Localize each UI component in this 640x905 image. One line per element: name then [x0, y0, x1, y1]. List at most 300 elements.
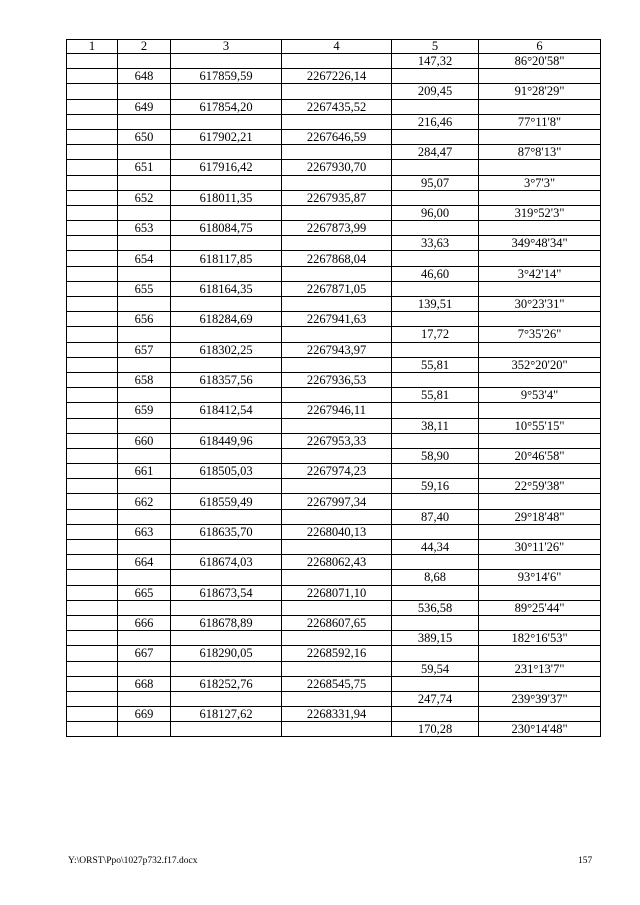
cell-empty: [118, 479, 171, 494]
cell-empty: [171, 722, 282, 737]
point-y: 2267946,11: [282, 403, 392, 418]
cell-empty: [171, 570, 282, 585]
table-row: [67, 114, 601, 129]
cell-empty: [282, 266, 392, 281]
point-number: 666: [118, 615, 171, 630]
cell-empty: [392, 190, 479, 205]
col-header-2: 2: [118, 40, 171, 54]
cell-empty: [392, 707, 479, 722]
cell-empty: [118, 145, 171, 160]
cell-empty: [67, 600, 118, 615]
cell-empty: [282, 84, 392, 99]
cell-empty: [392, 615, 479, 630]
point-y: 2268331,94: [282, 707, 392, 722]
cell-empty: [67, 69, 118, 84]
point-x: 618117,85: [171, 251, 282, 266]
point-x: 618678,89: [171, 615, 282, 630]
cell-empty: [171, 114, 282, 129]
table-row: [67, 540, 601, 555]
cell-empty: [118, 540, 171, 555]
segment-length: 95,07: [392, 175, 479, 190]
cell-empty: [67, 145, 118, 160]
point-x: 618084,75: [171, 221, 282, 236]
point-number: 648: [118, 69, 171, 84]
cell-empty: [67, 585, 118, 600]
cell-empty: [118, 236, 171, 251]
point-number: 655: [118, 281, 171, 296]
point-y: 2268040,13: [282, 524, 392, 539]
cell-empty: [392, 342, 479, 357]
cell-empty: [392, 433, 479, 448]
col-header-3: 3: [171, 40, 282, 54]
segment-angle: 3°42'14": [479, 266, 601, 281]
cell-empty: [171, 661, 282, 676]
cell-empty: [67, 160, 118, 175]
point-y: 2267953,33: [282, 433, 392, 448]
cell-empty: [171, 205, 282, 220]
point-x: 618164,35: [171, 281, 282, 296]
table-row: [67, 251, 601, 266]
cell-empty: [392, 494, 479, 509]
cell-empty: [118, 722, 171, 737]
point-number: 649: [118, 99, 171, 114]
table-row: [67, 69, 601, 84]
table-row: [67, 555, 601, 570]
cell-empty: [282, 175, 392, 190]
cell-empty: [67, 251, 118, 266]
cell-empty: [282, 509, 392, 524]
segment-length: 389,15: [392, 631, 479, 646]
cell-empty: [392, 221, 479, 236]
table-row: [67, 205, 601, 220]
point-x: 617854,20: [171, 99, 282, 114]
point-number: 662: [118, 494, 171, 509]
segment-angle: 93°14'6": [479, 570, 601, 585]
point-number: 669: [118, 707, 171, 722]
cell-empty: [118, 205, 171, 220]
cell-empty: [67, 342, 118, 357]
cell-empty: [392, 555, 479, 570]
cell-empty: [118, 448, 171, 463]
table-row: [67, 266, 601, 281]
table-row: [67, 145, 601, 160]
point-x: 618412,54: [171, 403, 282, 418]
cell-empty: [479, 707, 601, 722]
table-row: [67, 342, 601, 357]
cell-empty: [171, 297, 282, 312]
cell-empty: [282, 570, 392, 585]
cell-empty: [282, 54, 392, 69]
table-row: [67, 160, 601, 175]
point-x: 618559,49: [171, 494, 282, 509]
point-x: 618505,03: [171, 464, 282, 479]
segment-angle: 7°35'26": [479, 327, 601, 342]
segment-angle: 10°55'15": [479, 418, 601, 433]
cell-empty: [67, 236, 118, 251]
table-row: [67, 646, 601, 661]
cell-empty: [479, 555, 601, 570]
cell-empty: [67, 297, 118, 312]
cell-empty: [67, 418, 118, 433]
segment-angle: 29°18'48": [479, 509, 601, 524]
table-row: [67, 676, 601, 691]
cell-empty: [282, 448, 392, 463]
segment-length: 96,00: [392, 205, 479, 220]
segment-angle: 352°20'20": [479, 357, 601, 372]
table-row: [67, 281, 601, 296]
table-row: [67, 221, 601, 236]
point-y: 2267226,14: [282, 69, 392, 84]
cell-empty: [392, 403, 479, 418]
segment-length: 59,54: [392, 661, 479, 676]
cell-empty: [67, 433, 118, 448]
point-number: 664: [118, 555, 171, 570]
cell-empty: [479, 615, 601, 630]
segment-angle: 22°59'38": [479, 479, 601, 494]
cell-empty: [392, 524, 479, 539]
cell-empty: [282, 722, 392, 737]
cell-empty: [118, 357, 171, 372]
segment-length: 38,11: [392, 418, 479, 433]
segment-angle: 319°52'3": [479, 205, 601, 220]
coordinates-table: [66, 39, 601, 737]
cell-empty: [67, 722, 118, 737]
cell-empty: [392, 464, 479, 479]
cell-empty: [479, 342, 601, 357]
cell-empty: [67, 555, 118, 570]
cell-empty: [392, 372, 479, 387]
cell-empty: [67, 281, 118, 296]
cell-empty: [118, 266, 171, 281]
cell-empty: [392, 99, 479, 114]
cell-empty: [479, 281, 601, 296]
point-y: 2267943,97: [282, 342, 392, 357]
point-y: 2268545,75: [282, 676, 392, 691]
table-row: [67, 99, 601, 114]
cell-empty: [118, 114, 171, 129]
table-row: [67, 494, 601, 509]
cell-empty: [171, 418, 282, 433]
point-x: 618635,70: [171, 524, 282, 539]
point-y: 2267873,99: [282, 221, 392, 236]
cell-empty: [118, 570, 171, 585]
segment-angle: 87°8'13": [479, 145, 601, 160]
cell-empty: [67, 631, 118, 646]
segment-length: 216,46: [392, 114, 479, 129]
cell-empty: [67, 221, 118, 236]
table-row: [67, 433, 601, 448]
table-row: [67, 84, 601, 99]
table-row: [67, 190, 601, 205]
cell-empty: [479, 494, 601, 509]
table-row: [67, 615, 601, 630]
cell-empty: [67, 388, 118, 403]
cell-empty: [171, 691, 282, 706]
cell-empty: [282, 327, 392, 342]
point-number: 654: [118, 251, 171, 266]
cell-empty: [282, 540, 392, 555]
point-x: 617859,59: [171, 69, 282, 84]
table-row: [67, 600, 601, 615]
col-header-6: 6: [479, 40, 601, 54]
point-y: 2267435,52: [282, 99, 392, 114]
point-y: 2268607,65: [282, 615, 392, 630]
cell-empty: [479, 221, 601, 236]
cell-empty: [392, 646, 479, 661]
table-row: [67, 418, 601, 433]
cell-empty: [67, 205, 118, 220]
segment-angle: 89°25'44": [479, 600, 601, 615]
cell-empty: [67, 403, 118, 418]
cell-empty: [171, 479, 282, 494]
point-y: 2267871,05: [282, 281, 392, 296]
point-y: 2267941,63: [282, 312, 392, 327]
table-row: [67, 297, 601, 312]
table-row: [67, 357, 601, 372]
segment-length: 147,32: [392, 54, 479, 69]
cell-empty: [392, 676, 479, 691]
segment-angle: 349°48'34": [479, 236, 601, 251]
cell-empty: [118, 175, 171, 190]
segment-length: 58,90: [392, 448, 479, 463]
cell-empty: [118, 84, 171, 99]
segment-angle: 20°46'58": [479, 448, 601, 463]
cell-empty: [67, 479, 118, 494]
table-row: [67, 707, 601, 722]
segment-angle: 9°53'4": [479, 388, 601, 403]
point-y: 2267974,23: [282, 464, 392, 479]
point-y: 2267936,53: [282, 372, 392, 387]
point-y: 2268071,10: [282, 585, 392, 600]
cell-empty: [67, 54, 118, 69]
cell-empty: [67, 615, 118, 630]
point-x: 618127,62: [171, 707, 282, 722]
col-header-5: 5: [392, 40, 479, 54]
cell-empty: [118, 327, 171, 342]
cell-empty: [118, 600, 171, 615]
cell-empty: [282, 205, 392, 220]
cell-empty: [67, 357, 118, 372]
point-number: 663: [118, 524, 171, 539]
cell-empty: [392, 585, 479, 600]
point-y: 2268062,43: [282, 555, 392, 570]
cell-empty: [282, 357, 392, 372]
cell-empty: [392, 69, 479, 84]
cell-empty: [171, 145, 282, 160]
cell-empty: [479, 646, 601, 661]
point-y: 2267868,04: [282, 251, 392, 266]
cell-empty: [67, 312, 118, 327]
segment-length: 247,74: [392, 691, 479, 706]
cell-empty: [479, 160, 601, 175]
point-number: 650: [118, 129, 171, 144]
point-x: 618284,69: [171, 312, 282, 327]
cell-empty: [171, 84, 282, 99]
cell-empty: [67, 676, 118, 691]
segment-length: 8,68: [392, 570, 479, 585]
cell-empty: [171, 236, 282, 251]
cell-empty: [479, 251, 601, 266]
segment-length: 55,81: [392, 388, 479, 403]
segment-angle: 77°11'8": [479, 114, 601, 129]
cell-empty: [67, 266, 118, 281]
col-header-4: 4: [282, 40, 392, 54]
segment-length: 284,47: [392, 145, 479, 160]
cell-empty: [479, 69, 601, 84]
point-number: 656: [118, 312, 171, 327]
segment-length: 33,63: [392, 236, 479, 251]
segment-length: 536,58: [392, 600, 479, 615]
cell-empty: [67, 524, 118, 539]
segment-angle: 86°20'58": [479, 54, 601, 69]
cell-empty: [282, 236, 392, 251]
table-row: [67, 175, 601, 190]
point-x: 618674,03: [171, 555, 282, 570]
cell-empty: [282, 114, 392, 129]
cell-empty: [282, 388, 392, 403]
point-x: 618252,76: [171, 676, 282, 691]
point-y: 2267930,70: [282, 160, 392, 175]
table-row: [67, 129, 601, 144]
cell-empty: [479, 99, 601, 114]
cell-empty: [67, 129, 118, 144]
segment-angle: 3°7'3": [479, 175, 601, 190]
cell-empty: [392, 312, 479, 327]
table-row: [67, 388, 601, 403]
cell-empty: [479, 312, 601, 327]
cell-empty: [67, 372, 118, 387]
footer-file-path: Y:\ORST\Ppo\1027p732.f17.docx: [68, 856, 198, 866]
table-row: [67, 722, 601, 737]
cell-empty: [171, 631, 282, 646]
cell-empty: [282, 600, 392, 615]
table-header-row: [67, 40, 601, 54]
cell-empty: [118, 661, 171, 676]
cell-empty: [67, 99, 118, 114]
point-y: 2267646,59: [282, 129, 392, 144]
point-number: 665: [118, 585, 171, 600]
point-x: 617916,42: [171, 160, 282, 175]
table-row: [67, 524, 601, 539]
table-body: [67, 54, 601, 737]
cell-empty: [171, 54, 282, 69]
cell-empty: [67, 707, 118, 722]
cell-empty: [67, 84, 118, 99]
point-number: 657: [118, 342, 171, 357]
cell-empty: [171, 448, 282, 463]
table-row: [67, 236, 601, 251]
point-number: 660: [118, 433, 171, 448]
cell-empty: [479, 524, 601, 539]
table-row: [67, 631, 601, 646]
segment-length: 55,81: [392, 357, 479, 372]
cell-empty: [67, 448, 118, 463]
point-x: 618290,05: [171, 646, 282, 661]
segment-length: 209,45: [392, 84, 479, 99]
table-row: [67, 691, 601, 706]
cell-empty: [67, 570, 118, 585]
cell-empty: [479, 464, 601, 479]
segment-length: 87,40: [392, 509, 479, 524]
cell-empty: [392, 129, 479, 144]
cell-empty: [171, 509, 282, 524]
table-row: [67, 464, 601, 479]
table-row: [67, 327, 601, 342]
table-row: [67, 661, 601, 676]
cell-empty: [118, 631, 171, 646]
segment-length: 17,72: [392, 327, 479, 342]
cell-empty: [67, 464, 118, 479]
cell-empty: [67, 494, 118, 509]
cell-empty: [67, 691, 118, 706]
point-y: 2267997,34: [282, 494, 392, 509]
cell-empty: [282, 691, 392, 706]
point-x: 618449,96: [171, 433, 282, 448]
table-row: [67, 570, 601, 585]
cell-empty: [171, 600, 282, 615]
point-number: 652: [118, 190, 171, 205]
cell-empty: [118, 509, 171, 524]
point-y: 2268592,16: [282, 646, 392, 661]
segment-length: 59,16: [392, 479, 479, 494]
cell-empty: [479, 676, 601, 691]
cell-empty: [282, 661, 392, 676]
cell-empty: [282, 145, 392, 160]
cell-empty: [118, 418, 171, 433]
cell-empty: [171, 175, 282, 190]
segment-angle: 230°14'48": [479, 722, 601, 737]
table-row: [67, 54, 601, 69]
cell-empty: [67, 190, 118, 205]
cell-empty: [282, 297, 392, 312]
point-x: 618673,54: [171, 585, 282, 600]
segment-angle: 182°16'53": [479, 631, 601, 646]
point-x: 617902,21: [171, 129, 282, 144]
cell-empty: [118, 388, 171, 403]
point-number: 667: [118, 646, 171, 661]
cell-empty: [67, 509, 118, 524]
cell-empty: [479, 372, 601, 387]
point-number: 651: [118, 160, 171, 175]
point-x: 618011,35: [171, 190, 282, 205]
cell-empty: [67, 175, 118, 190]
segment-angle: 239°39'37": [479, 691, 601, 706]
cell-empty: [118, 297, 171, 312]
cell-empty: [171, 266, 282, 281]
point-number: 661: [118, 464, 171, 479]
point-y: 2267935,87: [282, 190, 392, 205]
cell-empty: [479, 433, 601, 448]
cell-empty: [67, 646, 118, 661]
cell-empty: [171, 357, 282, 372]
table-row: [67, 403, 601, 418]
point-x: 618302,25: [171, 342, 282, 357]
segment-angle: 30°23'31": [479, 297, 601, 312]
segment-length: 46,60: [392, 266, 479, 281]
point-x: 618357,56: [171, 372, 282, 387]
cell-empty: [479, 403, 601, 418]
segment-angle: 30°11'26": [479, 540, 601, 555]
cell-empty: [392, 281, 479, 296]
segment-length: 44,34: [392, 540, 479, 555]
point-number: 659: [118, 403, 171, 418]
table-row: [67, 479, 601, 494]
cell-empty: [67, 114, 118, 129]
point-number: 658: [118, 372, 171, 387]
cell-empty: [67, 327, 118, 342]
cell-empty: [392, 160, 479, 175]
cell-empty: [171, 540, 282, 555]
